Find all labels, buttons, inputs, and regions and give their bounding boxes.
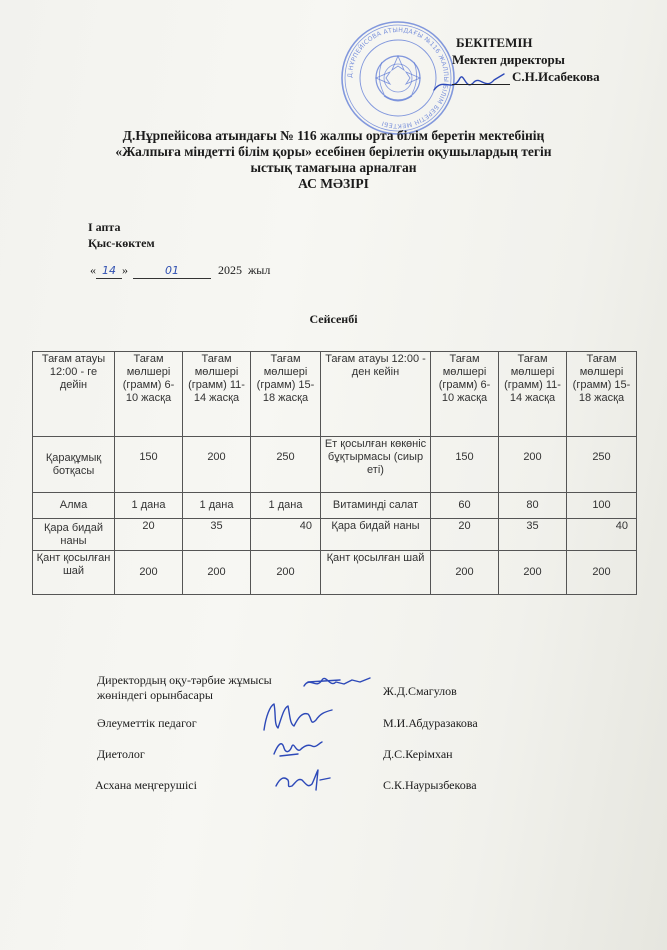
signature-position-2: Әлеуметтік педагог bbox=[97, 716, 197, 730]
title-line-2: «Жалпыға міндетті білім қоры» есебінен берілетін оқушылардың тегін bbox=[115, 144, 552, 159]
table-cell: Қарақұмық ботқасы bbox=[33, 437, 115, 493]
table-cell: Ет қосылған көкөніс бұқтырмасы (сиыр еті) bbox=[321, 437, 431, 493]
approval-position: Мектеп директоры bbox=[452, 52, 565, 67]
date-suffix: жыл bbox=[248, 263, 271, 277]
table-header-row bbox=[33, 352, 637, 437]
approval-title: БЕКІТЕМІН bbox=[456, 35, 533, 50]
signature-name-3: Д.С.Керімхан bbox=[383, 747, 453, 761]
table-cell: 200 bbox=[183, 551, 251, 595]
menu-table bbox=[32, 351, 637, 595]
signature-scribble-1 bbox=[300, 670, 372, 694]
date-day: 14 bbox=[102, 264, 116, 277]
table-cell: Қант қосылған шай bbox=[33, 551, 115, 595]
table-row bbox=[33, 551, 637, 595]
header-cell: Тағам мөлшері (грамм) 15-18 жасқа bbox=[567, 352, 637, 437]
signature-position-4: Асхана меңгерушісі bbox=[95, 778, 197, 792]
table-cell: Қант қосылған шай bbox=[321, 551, 431, 595]
table-cell: 150 bbox=[431, 437, 499, 493]
table-cell: Алма bbox=[33, 493, 115, 519]
table-cell: 200 bbox=[115, 551, 183, 595]
table-cell: 150 bbox=[115, 437, 183, 493]
signature-scribble-3 bbox=[268, 734, 328, 762]
table-cell: Қара бидай наны bbox=[321, 519, 431, 551]
header-cell: Тағам мөлшері (грамм) 11-14 жасқа bbox=[499, 352, 567, 437]
table-cell: 60 bbox=[431, 493, 499, 519]
week-info bbox=[88, 219, 155, 251]
table-row bbox=[33, 493, 637, 519]
table-row bbox=[33, 519, 637, 551]
header-cell: Тағам мөлшері (грамм) 6-10 жасқа bbox=[431, 352, 499, 437]
table-cell: 200 bbox=[183, 437, 251, 493]
document-title bbox=[0, 128, 667, 192]
table-cell: 1 дана bbox=[115, 493, 183, 519]
header-cell: Тағам атауы 12:00 - ден кейін bbox=[321, 352, 431, 437]
date-quote-open: « bbox=[90, 263, 96, 277]
signature-name-1: Ж.Д.Смагулов bbox=[383, 684, 457, 698]
season-label: Қыс-көктем bbox=[88, 236, 155, 250]
table-cell: Қара бидай наны bbox=[33, 519, 115, 551]
table-row bbox=[33, 437, 637, 493]
header-cell: Тағам атауы 12:00 - ге дейін bbox=[33, 352, 115, 437]
date-year: 2025 bbox=[218, 263, 242, 277]
date-line bbox=[90, 263, 270, 279]
table-cell: 20 bbox=[115, 519, 183, 551]
table-cell: 40 bbox=[251, 519, 321, 551]
table-cell: 250 bbox=[567, 437, 637, 493]
header-cell: Тағам мөлшері (грамм) 15-18 жасқа bbox=[251, 352, 321, 437]
signature-scribble-4 bbox=[272, 766, 334, 796]
table-cell: 40 bbox=[567, 519, 637, 551]
signature-position-1: Директордың оқу-тәрбие жұмысы жөніндегі орынбасары bbox=[97, 673, 272, 702]
table-cell: 100 bbox=[567, 493, 637, 519]
table-cell: 80 bbox=[499, 493, 567, 519]
signature-name-2: М.И.Абдуразакова bbox=[383, 716, 478, 730]
table-cell: 35 bbox=[499, 519, 567, 551]
header-cell: Тағам мөлшері (грамм) 6-10 жасқа bbox=[115, 352, 183, 437]
title-line-4: АС МӘЗІРІ bbox=[298, 176, 369, 191]
table-cell: 35 bbox=[183, 519, 251, 551]
table-cell: 200 bbox=[567, 551, 637, 595]
day-name: Сейсенбі bbox=[309, 312, 358, 326]
signature-position-3: Диетолог bbox=[97, 747, 145, 761]
table-cell: 200 bbox=[499, 437, 567, 493]
week-label: I апта bbox=[88, 220, 121, 234]
date-month: 01 bbox=[165, 264, 179, 277]
table-cell: 200 bbox=[499, 551, 567, 595]
approval-name: С.Н.Исабекова bbox=[512, 69, 600, 84]
signature-line bbox=[452, 84, 510, 85]
header-cell: Тағам мөлшері (грамм) 11-14 жасқа bbox=[183, 352, 251, 437]
signature-name-4: С.К.Наурызбекова bbox=[383, 778, 477, 792]
title-line-3: ыстық тамағына арналған bbox=[250, 160, 417, 175]
title-line-1: Д.Нұрпейісова атындағы № 116 жалпы орта білім беретін мектебінің bbox=[122, 128, 545, 143]
table-cell: 20 bbox=[431, 519, 499, 551]
table-cell: 1 дана bbox=[251, 493, 321, 519]
signature-scribble-2 bbox=[258, 698, 336, 736]
stamp-text: Д.НҰРПЕЙІСОВА АТЫНДАҒЫ №116 ЖАЛПЫ БІЛІМ БЕРЕТІН МЕКТЕБІ bbox=[346, 26, 450, 130]
approval-block bbox=[452, 34, 600, 85]
table-cell: 250 bbox=[251, 437, 321, 493]
table-cell: 1 дана bbox=[183, 493, 251, 519]
table-cell: 200 bbox=[431, 551, 499, 595]
table-cell: Витаминді салат bbox=[321, 493, 431, 519]
date-quote-close: » bbox=[122, 263, 128, 277]
table-cell: 200 bbox=[251, 551, 321, 595]
